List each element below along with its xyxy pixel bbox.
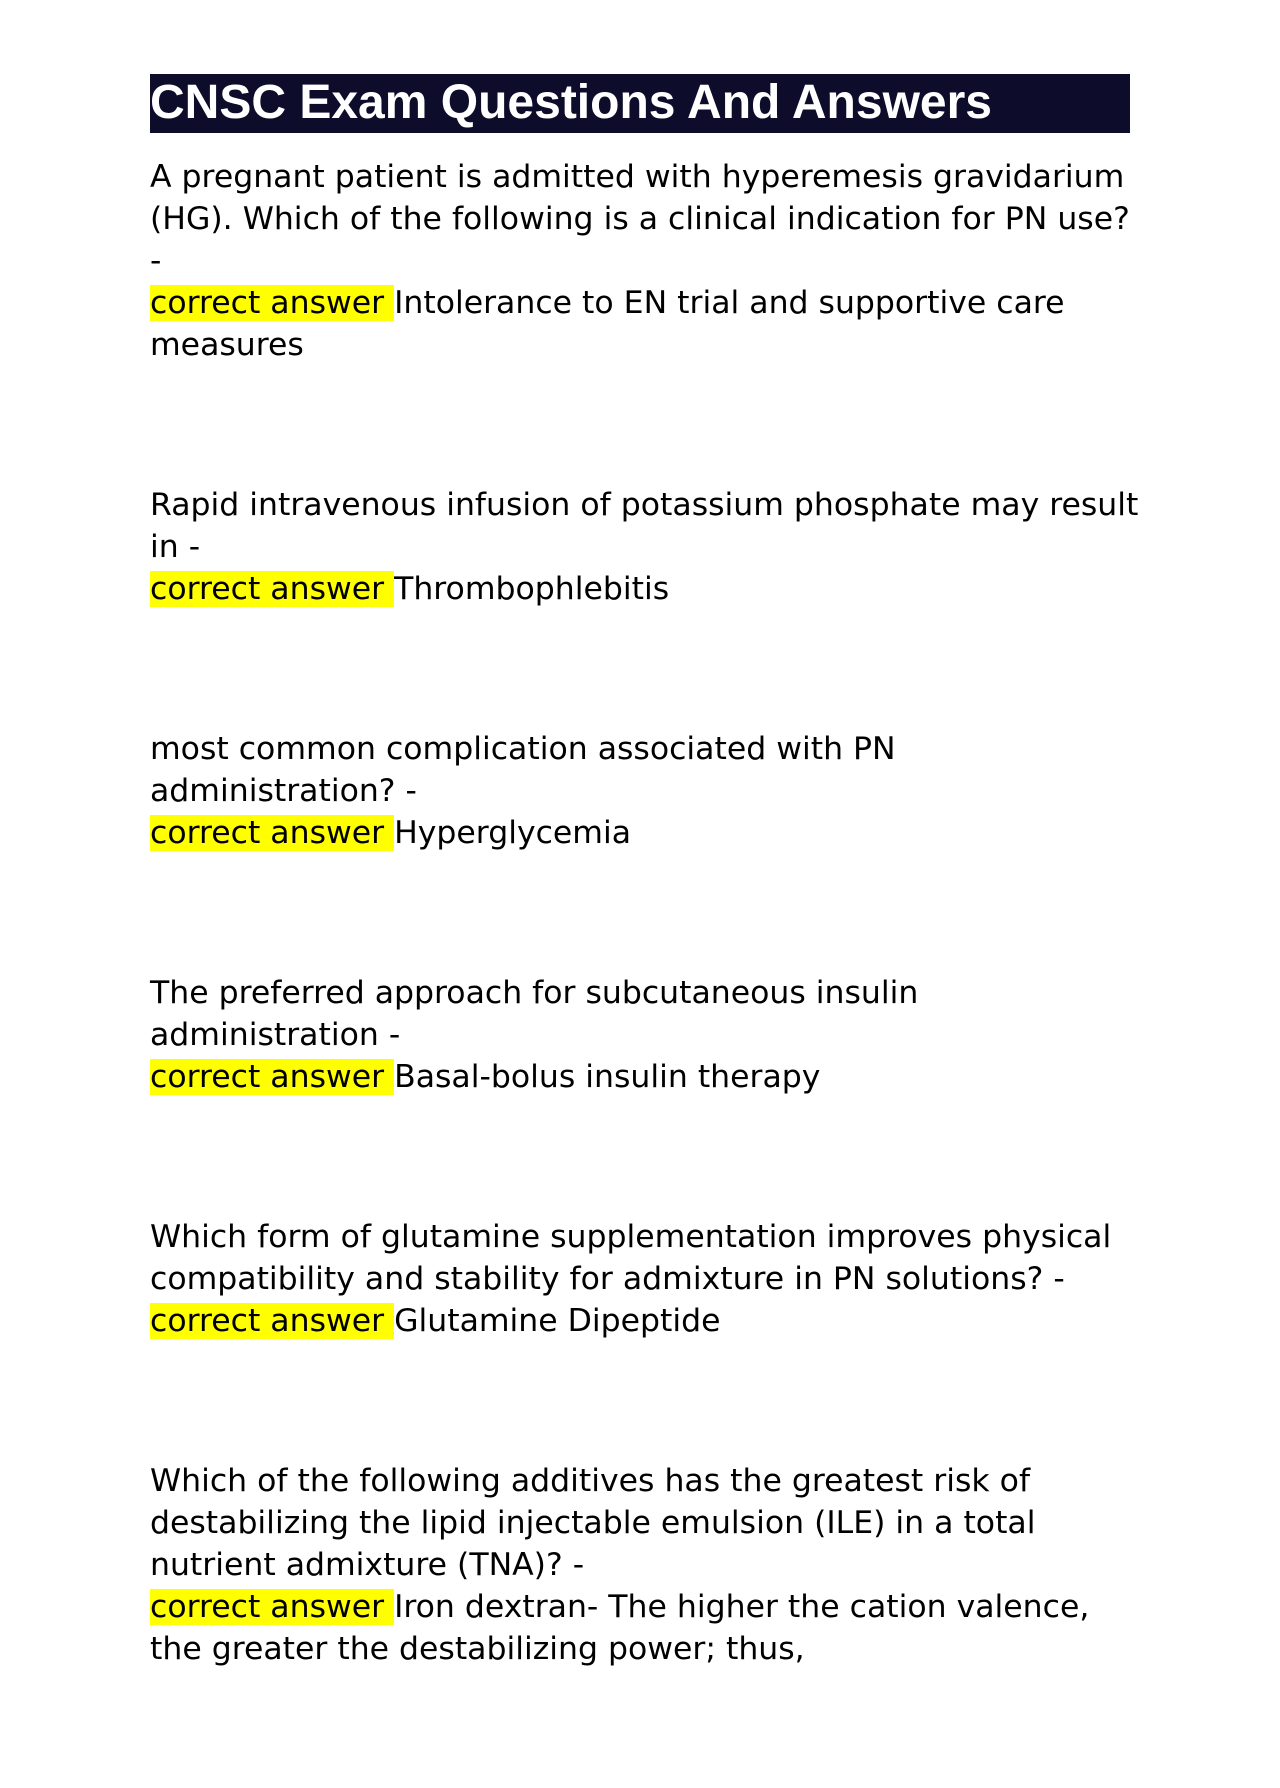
answer-line <box>150 1056 1150 1098</box>
qa-item <box>150 972 1150 1098</box>
question-text: Rapid intravenous infusion of potassium phosphate may result in - <box>150 487 1139 565</box>
answer-line <box>150 812 1150 854</box>
answer-line <box>150 568 1150 610</box>
qa-list <box>150 156 1150 1788</box>
answer-line <box>150 1586 1150 1670</box>
correct-answer-label: correct answer <box>150 1589 394 1625</box>
correct-answer-label: correct answer <box>150 1059 394 1095</box>
question-text: Which form of glutamine supplementation improves physical compatibility and stability for admixture in PN solutions? - <box>150 1219 1112 1297</box>
correct-answer-label: correct answer <box>150 571 394 607</box>
document-title: CNSC Exam Questions And Answers <box>150 76 992 129</box>
qa-item <box>150 484 1150 610</box>
answer-text: Intolerance to EN trial and supportive care measures <box>150 285 1065 363</box>
qa-item <box>150 728 1150 854</box>
correct-answer-label: correct answer <box>150 285 394 321</box>
question-text: Which of the following additives has the greatest risk of destabilizing the lipid injectable emulsion (ILE) in a total nutrient admixture (TNA)? - <box>150 1463 1036 1583</box>
answer-text: Hyperglycemia <box>394 815 632 851</box>
answer-line <box>150 282 1150 366</box>
question-text: A pregnant patient is admitted with hyperemesis gravidarium (HG). Which of the following is a clinical indication for PN use? - <box>150 159 1130 279</box>
answer-text: Thrombophlebitis <box>394 571 670 607</box>
answer-text: Iron dextran- The higher the cation valence, the greater the destabilizing power; thus, <box>150 1589 1090 1667</box>
answer-text: Glutamine Dipeptide <box>394 1303 721 1339</box>
question-text: The preferred approach for subcutaneous insulin administration - <box>150 975 919 1053</box>
question-text: most common complication associated with PN administration? - <box>150 731 896 809</box>
qa-item <box>150 1460 1150 1670</box>
correct-answer-label: correct answer <box>150 1303 394 1339</box>
qa-item <box>150 1216 1150 1342</box>
correct-answer-label: correct answer <box>150 815 394 851</box>
answer-line <box>150 1300 1150 1342</box>
title-banner <box>150 74 1130 133</box>
answer-text: Basal-bolus insulin therapy <box>394 1059 821 1095</box>
qa-item <box>150 156 1150 366</box>
